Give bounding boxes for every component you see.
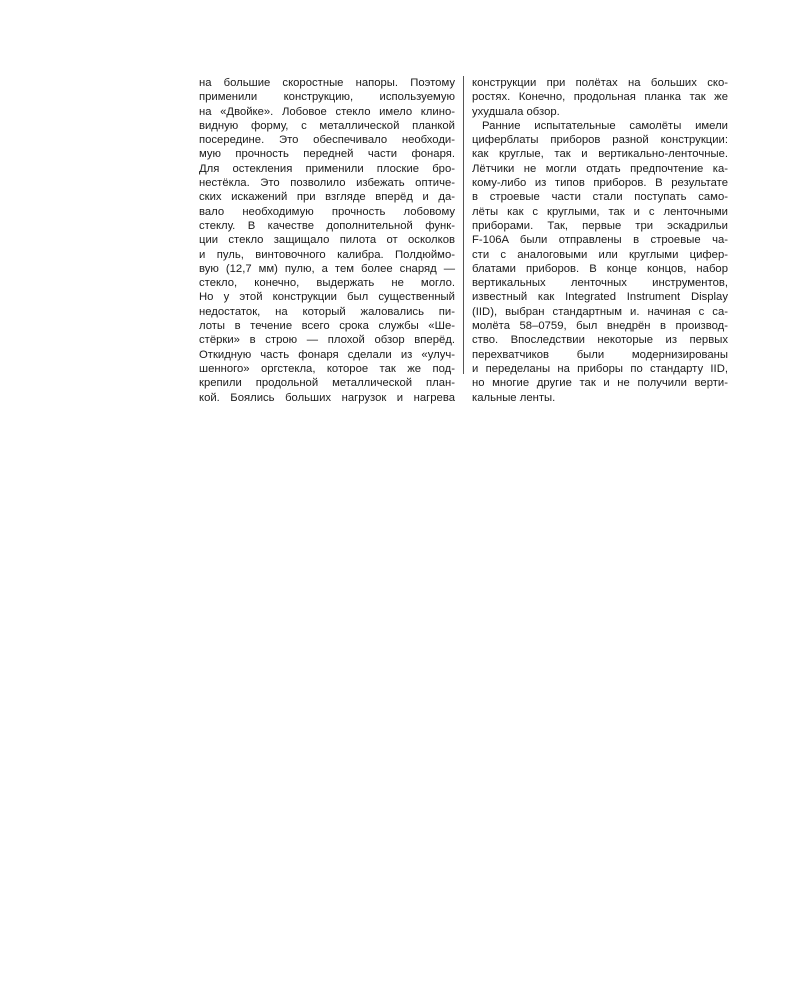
text-line: кальные ленты. xyxy=(472,391,556,404)
text-line: ции стекло защищало пилота от осколков xyxy=(199,234,455,247)
column-divider xyxy=(463,76,464,374)
text-line: крепили продольной металлической план- xyxy=(199,377,455,390)
text-line: кой. Боялись больших нагрузок и нагрева xyxy=(199,391,455,404)
text-line: стеклу. В качестве дополнительной функ- xyxy=(199,219,455,232)
text-line: циферблаты приборов разной конструкции: xyxy=(472,134,728,147)
text-line: (IID), выбран стандартным и. начиная с са- xyxy=(472,305,728,318)
text-line: кому-либо из типов приборов. В результате xyxy=(472,177,728,190)
text-line: и переделаны на приборы по стандарту IID, xyxy=(472,362,728,375)
text-line: на «Двойке». Лобовое стекло имело клино- xyxy=(199,105,455,118)
text-line: нестёкла. Это позволило избежать оптиче- xyxy=(199,177,455,190)
text-line: в строевые части стали поступать само- xyxy=(472,191,728,204)
text-line: известный как Integrated Instrument Display xyxy=(472,291,728,304)
text-line: конструкции при полётах на больших ско- xyxy=(472,77,728,89)
text-line: применили конструкцию, используемую xyxy=(199,91,455,104)
text-line: вертикальных ленточных инструментов, xyxy=(472,277,728,290)
text-line: как круглые, так и вертикально-ленточные. xyxy=(472,148,728,161)
text-line: на большие скоростные напоры. Поэтому xyxy=(199,77,455,89)
text-line: стекло, конечно, выдержать не могло. xyxy=(199,277,455,290)
text-column-left xyxy=(199,76,455,405)
text-line: но многие другие так и не получили верти- xyxy=(472,377,728,390)
text-line: ство. Впоследствии некоторые из первых xyxy=(472,334,728,347)
text-line: мую прочность передней части фонаря. xyxy=(199,148,455,161)
text-line: Лётчики не могли отдать предпочтение ка- xyxy=(472,162,728,175)
text-line: приборами. Так, первые три эскадрильи xyxy=(472,219,728,232)
text-line: и пуль, винтовочного калибра. Полдюймо- xyxy=(199,248,455,261)
text-line: Для остекления применили плоские бро- xyxy=(199,162,455,175)
text-line: стёрки» в строю — плохой обзор вперёд. xyxy=(199,334,455,347)
text-line: посередине. Это обеспечивало необходи- xyxy=(199,134,455,147)
text-line: Откидную часть фонаря сделали из «улуч- xyxy=(199,348,455,361)
text-line: ухудшала обзор. xyxy=(472,105,560,118)
text-line: недостаток, на который жаловались пи- xyxy=(199,305,455,318)
text-line: видную форму, с металлической планкой xyxy=(199,119,455,132)
text-line: перехватчиков были модернизированы xyxy=(472,348,728,361)
text-line: ских искажений при взгляде вперёд и да- xyxy=(199,191,455,204)
text-line: молёта 58–0759, был внедрён в производ- xyxy=(472,320,728,333)
text-line: F-106A были отправлены в строевые ча- xyxy=(472,234,728,247)
paragraph-start-line: Ранние испытательные самолёты имели xyxy=(482,119,728,132)
text-column-right xyxy=(472,76,728,405)
text-line: вую (12,7 мм) пулю, а тем более снаряд — xyxy=(199,262,455,275)
text-line: блатами приборов. В конце концов, набор xyxy=(472,262,728,275)
text-line: шенного» оргстекла, которое так же под- xyxy=(199,362,455,375)
text-line: сти с аналоговыми или круглыми цифер- xyxy=(472,248,728,261)
text-line: ростях. Конечно, продольная планка так же xyxy=(472,91,728,104)
text-line: вало необходимую прочность лобовому xyxy=(199,205,455,218)
text-line: лоты в течение всего срока службы «Ше- xyxy=(199,320,455,333)
text-line: лёты как с круглыми, так и с ленточными xyxy=(472,205,728,218)
text-line: Но у этой конструкции был существенный xyxy=(199,291,455,304)
